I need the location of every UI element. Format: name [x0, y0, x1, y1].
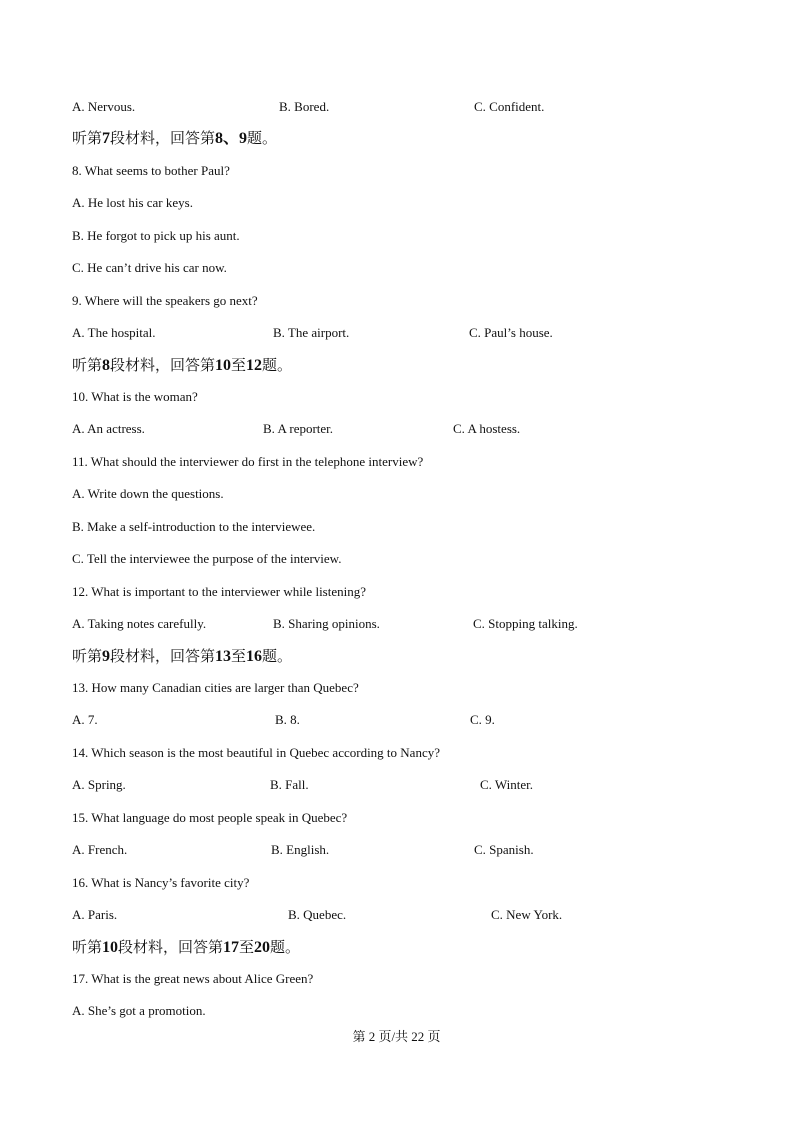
q17-option-a: A. She’s got a promotion. [72, 1003, 206, 1018]
q10-stem: 10. What is the woman? [72, 389, 198, 404]
q16-option-c: C. New York. [491, 907, 563, 922]
page-footer: 第 2 页/共 22 页 [352, 1029, 441, 1044]
q15-stem: 15. What language do most people speak in Quebec? [72, 810, 348, 825]
q8-option-b: B. He forgot to pick up his aunt. [72, 228, 240, 243]
q14-option-b: B. Fall. [270, 777, 309, 792]
q13-option-c: C. 9. [470, 712, 495, 727]
q14-option-c: C. Winter. [480, 777, 534, 792]
q7-option-c: C. Confident. [474, 99, 545, 114]
q7-option-b: B. Bored. [279, 99, 330, 114]
q13-stem: 13. How many Canadian cities are larger than Quebec? [72, 680, 359, 695]
q9-option-c: C. Paul’s house. [469, 325, 553, 340]
q8-option-c: C. He can’t drive his car now. [72, 260, 227, 275]
q11-option-b: B. Make a self-introduction to the interviewee. [72, 519, 316, 534]
q17-stem: 17. What is the great news about Alice Green? [72, 971, 314, 986]
q8-option-a: A. He lost his car keys. [72, 195, 193, 210]
q14-option-a: A. Spring. [72, 777, 126, 792]
q12-stem: 12. What is important to the interviewer while listening? [72, 584, 366, 599]
q16-stem: 16. What is Nancy’s favorite city? [72, 875, 250, 890]
section-heading-9: 听第9段材料，回答第13至16题。 [72, 647, 293, 665]
q7-option-a: A. Nervous. [72, 99, 136, 114]
q15-option-c: C. Spanish. [474, 842, 534, 857]
section-heading-10: 听第10段材料，回答第17至20题。 [72, 938, 301, 956]
q9-option-a: A. The hospital. [72, 325, 156, 340]
q9-option-b: B. The airport. [273, 325, 350, 340]
q13-option-b: B. 8. [275, 712, 300, 727]
q12-option-c: C. Stopping talking. [473, 616, 578, 631]
q11-stem: 11. What should the interviewer do first in the telephone interview? [72, 454, 424, 469]
section-heading-7: 听第7段材料，回答第8、9题。 [72, 129, 278, 147]
q16-option-b: B. Quebec. [288, 907, 347, 922]
q10-option-b: B. A reporter. [263, 421, 334, 436]
q15-option-b: B. English. [271, 842, 330, 857]
q8-stem: 8. What seems to bother Paul? [72, 163, 230, 178]
section-heading-8: 听第8段材料，回答第10至12题。 [72, 356, 293, 374]
q10-option-c: C. A hostess. [453, 421, 521, 436]
q15-option-a: A. French. [72, 842, 128, 857]
q14-stem: 14. Which season is the most beautiful in Quebec according to Nancy? [72, 745, 440, 760]
q11-option-a: A. Write down the questions. [72, 486, 224, 501]
q10-option-a: A. An actress. [72, 421, 145, 436]
q12-option-b: B. Sharing opinions. [273, 616, 380, 631]
q16-option-a: A. Paris. [72, 907, 118, 922]
q11-option-c: C. Tell the interviewee the purpose of the interview. [72, 551, 342, 566]
q12-option-a: A. Taking notes carefully. [72, 616, 207, 631]
q13-option-a: A. 7. [72, 712, 98, 727]
q9-stem: 9. Where will the speakers go next? [72, 293, 258, 308]
